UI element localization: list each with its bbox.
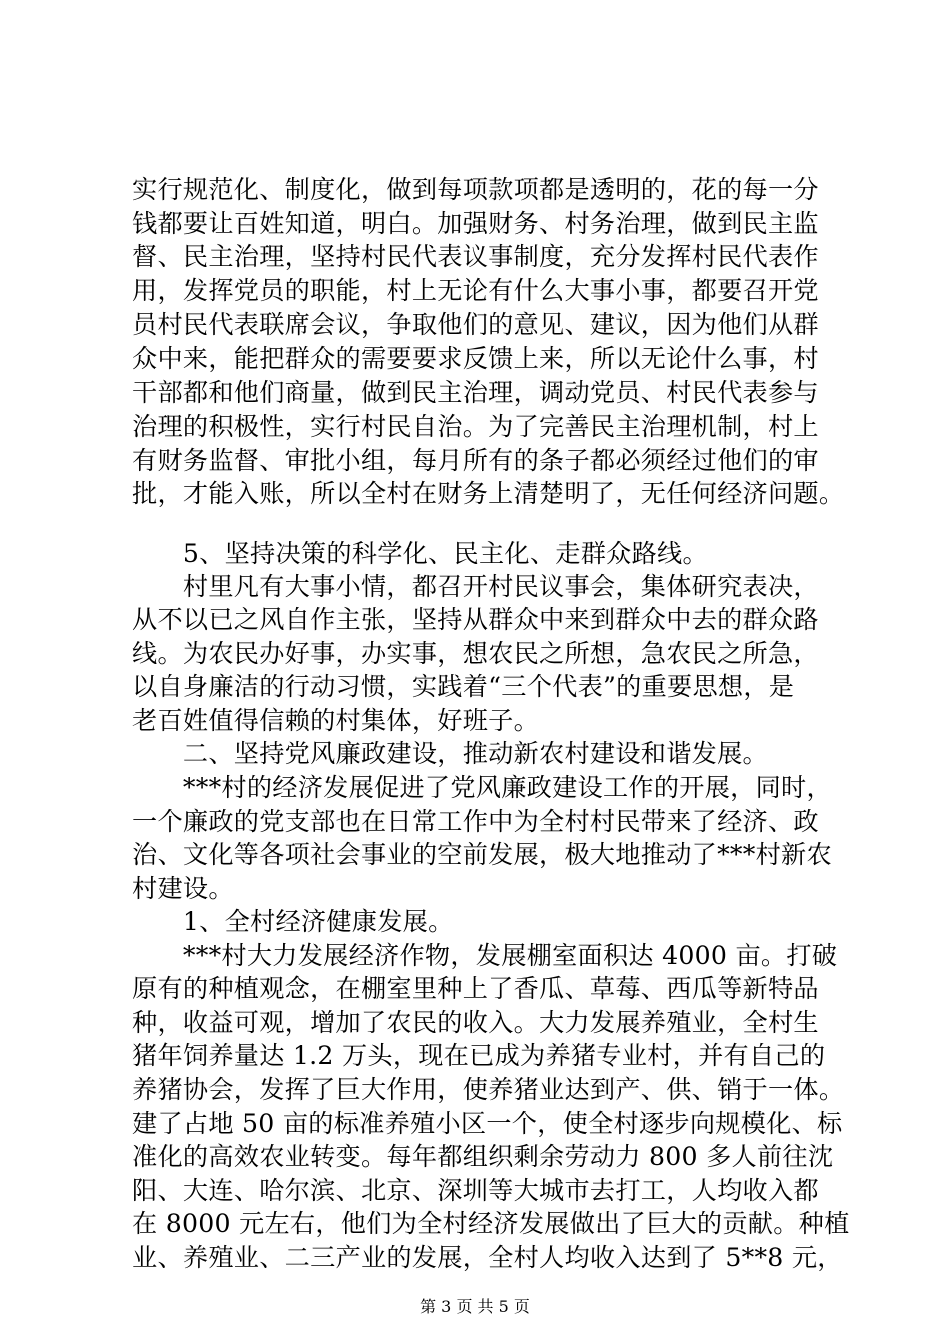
body-text-line: 众中来，能把群众的需要要求反馈上来，所以无论什么事，村 xyxy=(132,344,819,373)
body-text-line: 从不以已之风自作主张，坚持从群众中来到群众中去的群众路 xyxy=(132,605,819,634)
body-text-line: 一个廉政的党支部也在日常工作中为全村村民带来了经济、政 xyxy=(132,807,819,836)
body-text-line: 以自身廉洁的行动习惯，实践着“三个代表”的重要思想，是 xyxy=(132,672,795,701)
body-text-line: 治、文化等各项社会事业的空前发展，极大地推动了***村新农 xyxy=(132,840,832,869)
body-text-line: 种，收益可观，增加了农民的收入。大力发展养殖业，全村生 xyxy=(132,1008,819,1037)
body-text-line: 猪年饲养量达 1.2 万头，现在已成为养猪专业村，并有自己的 xyxy=(132,1041,826,1070)
body-text-line: 准化的高效农业转变。每年都组织剩余劳动力 800 多人前往沈 xyxy=(132,1142,834,1171)
body-text-line: 村建设。 xyxy=(132,874,234,903)
body-text-line: 用，发挥党员的职能，村上无论有什么大事小事，都要召开党 xyxy=(132,276,819,305)
section-heading: 二、坚持党风廉政建设，推动新农村建设和谐发展。 xyxy=(132,739,768,768)
section-heading: 1、全村经济健康发展。 xyxy=(132,907,454,936)
body-text-line: 干部都和他们商量，做到民主治理，调动党员、村民代表参与 xyxy=(132,378,819,407)
body-text-line: 在 8000 元左右，他们为全村经济发展做出了巨大的贡献。种植 xyxy=(132,1209,850,1238)
body-text-line: 老百姓值得信赖的村集体，好班子。 xyxy=(132,706,539,735)
body-text-line: 原有的种植观念，在棚室里种上了香瓜、草莓、西瓜等新特品 xyxy=(132,974,819,1003)
body-text-line: 养猪协会，发挥了巨大作用，使养猪业达到产、供、销于一体。 xyxy=(132,1075,845,1104)
body-text-line: 批，才能入账，所以全村在财务上清楚明了，无任何经济问题。 xyxy=(132,479,845,508)
body-text-line: 实行规范化、制度化，做到每项款项都是透明的，花的每一分 xyxy=(132,175,819,204)
body-text-line: ***村大力发展经济作物，发展棚室面积达 4000 亩。打破 xyxy=(132,941,838,970)
page-footer: 第 3 页 共 5 页 xyxy=(420,1297,530,1316)
section-heading: 5、坚持决策的科学化、民主化、走群众路线。 xyxy=(132,539,708,568)
body-text-line: 建了占地 50 亩的标准养殖小区一个，使全村逐步向规模化、标 xyxy=(132,1109,843,1138)
body-text-line: 线。为农民办好事，办实事，想农民之所想，急农民之所急， xyxy=(132,639,819,668)
body-text-line: ***村的经济发展促进了党风廉政建设工作的开展，同时， xyxy=(132,773,832,802)
body-text-line: 治理的积极性，实行村民自治。为了完善民主治理机制，村上 xyxy=(132,412,819,441)
body-text-line: 阳、大连、哈尔滨、北京、深圳等大城市去打工，人均收入都 xyxy=(132,1176,819,1205)
body-text-line: 督、民主治理，坚持村民代表议事制度，充分发挥村民代表作 xyxy=(132,242,819,271)
body-text-line: 村里凡有大事小情，都召开村民议事会，集体研究表决， xyxy=(132,572,819,601)
body-text-line: 业、养殖业、二三产业的发展，全村人均收入达到了 5**8 元， xyxy=(132,1243,843,1272)
body-text-line: 有财务监督、审批小组，每月所有的条子都必须经过他们的审 xyxy=(132,446,819,475)
body-text-line: 员村民代表联席会议，争取他们的意见、建议，因为他们从群 xyxy=(132,310,819,339)
body-text-line: 钱都要让百姓知道，明白。加强财务、村务治理，做到民主监 xyxy=(132,209,819,238)
